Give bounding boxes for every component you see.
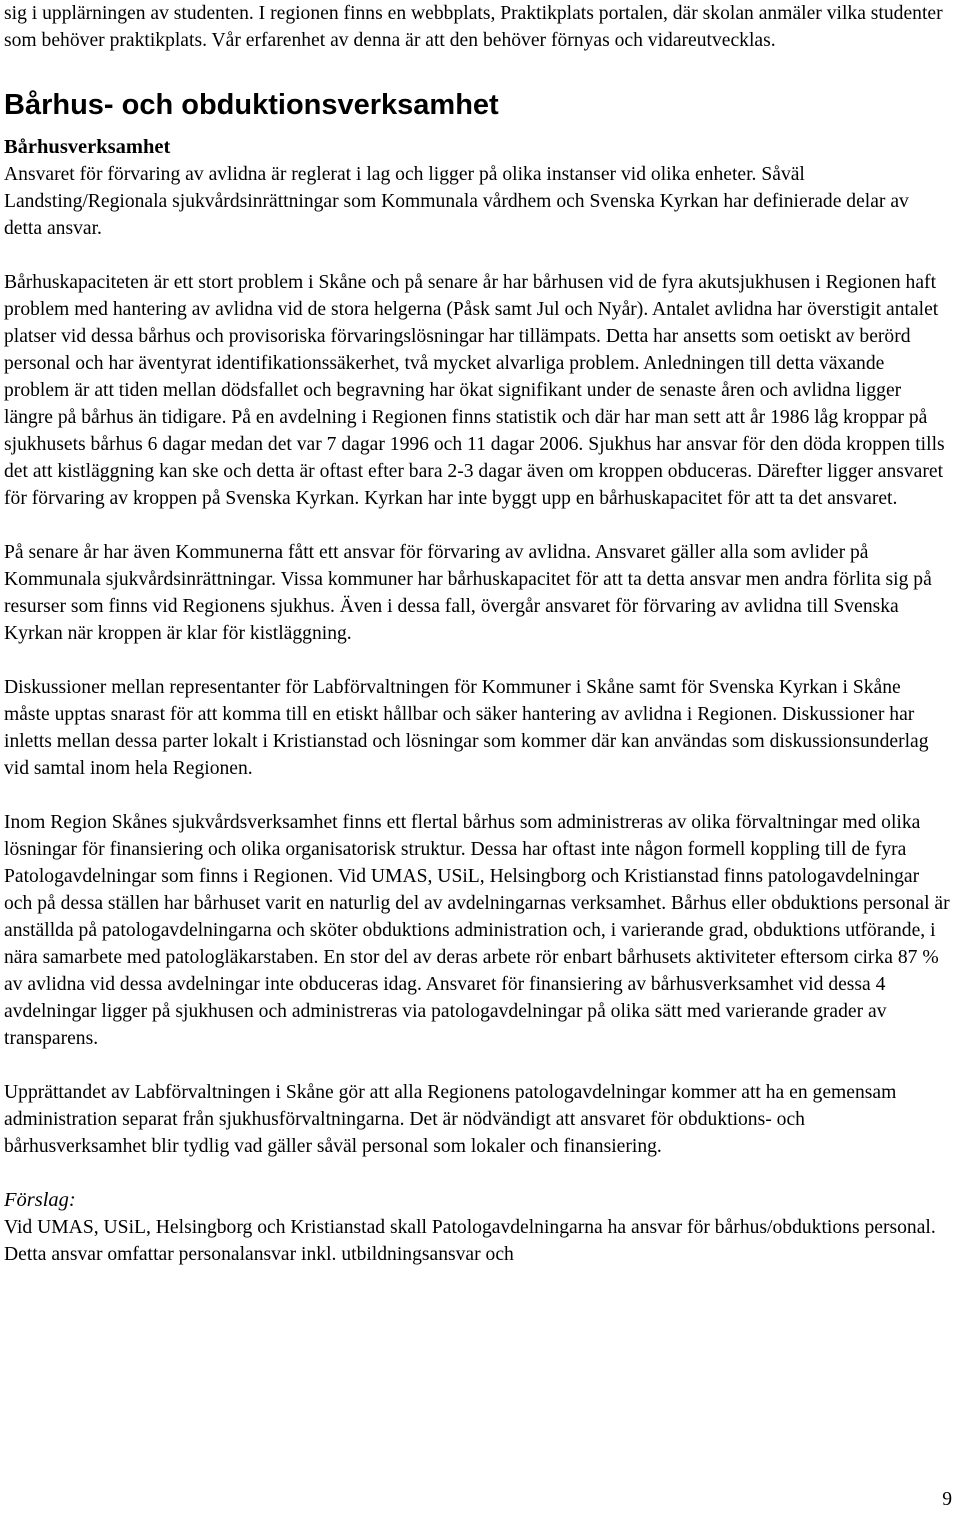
proposal-text: Vid UMAS, USiL, Helsingborg och Kristianstad skall Patologavdelningarna ha ansvar för bårhus/obduktions personal. Detta ansvar omfattar personalansvar inkl. utbildningsansvar och	[4, 1217, 936, 1265]
section-heading: Bårhus- och obduktionsverksamhet	[4, 89, 499, 121]
subsection-heading: Bårhusverksamhet	[4, 136, 171, 158]
document-page	[4, 0, 950, 1268]
page-number: 9	[942, 1489, 952, 1510]
body-paragraph: På senare år har även Kommunerna fått ett ansvar för förvaring av avlidna. Ansvaret gäller alla som avlider på Kommunala sjukvårdsinrättningar. Vissa kommuner har bårhuskapacitet för att ta detta ansvar men andra förlita sig på resurser som finns vid Regionens sjukhus. Även i dessa fall, övergår ansvaret för förvaring av avlidna till Svenska Kyrkan när kroppen är klar för kistläggning.	[4, 542, 932, 644]
body-paragraph: Inom Region Skånes sjukvårdsverksamhet finns ett flertal bårhus som administreras av olika förvaltningar med olika lösningar för finansiering och olika organisatorisk struktur. Dessa har oftast inte någon formell koppling till de fyra Patologavdelningar som finns i Regionen. Vid UMAS, USiL, Helsingborg och Kristianstad finns patologavdelningar och på dessa ställen har bårhuset varit en naturlig del av avdelningarnas verksamhet. Bårhus eller obduktions personal är anställda på patologavdelningarna och sköter obduktions administration och, i varierande grad, obduktions utförande, i nära samarbete med patologläkarstaben. En stor del av deras arbete rör enbart bårhusets aktiviteter eftersom cirka 87 % av avlidna vid dessa avdelningar inte obduceras idag. Ansvaret för finansiering av bårhusverksamhet vid dessa 4 avdelningar ligger på sjukhusen och administreras via patologavdelningar på olika sätt med varierande grader av transparens.	[4, 812, 950, 1049]
body-paragraph: Ansvaret för förvaring av avlidna är reglerat i lag och ligger på olika instanser vid olika enheter. Såväl Landsting/Regionala sjukvårdsinrättningar som Kommunala vårdhem och Svenska Kyrkan har definierade delar av detta ansvar.	[4, 164, 909, 239]
body-paragraph: Diskussioner mellan representanter för Labförvaltningen för Kommuner i Skåne samt för Svenska Kyrkan i Skåne måste upptas snarast för att komma till en etiskt hållbar och säker hantering av avlidna i Regionen. Diskussioner har inletts mellan dessa parter lokalt i Kristianstad och lösningar som kommer där kan användas som diskussionsunderlag vid samtal inom hela Regionen.	[4, 677, 929, 779]
proposal-label: Förslag:	[4, 1189, 76, 1211]
body-paragraph: Upprättandet av Labförvaltningen i Skåne gör att alla Regionens patologavdelningar kommer att ha en gemensam administration separat från sjukhusförvaltningarna. Det är nödvändigt att ansvaret för obduktions- och bårhusverksamhet blir tydlig vad gäller såväl personal som lokaler och finansiering.	[4, 1082, 897, 1157]
body-paragraph: Bårhuskapaciteten är ett stort problem i Skåne och på senare år har bårhusen vid de fyra akutsjukhusen i Regionen haft problem med hantering av avlidna vid de stora helgerna (Påsk samt Jul och Nyår). Antalet avlidna har överstigit antalet platser vid dessa bårhus och provisoriska förvaringslösningar har tillämpats. Detta har ansetts som oetiskt av berörd personal och har äventyrat identifikationssäkerhet, två mycket alvarliga problem. Anledningen till detta växande problem är att tiden mellan dödsfallet och begravning har ökat signifikant under de senaste åren och avlidna ligger längre på bårhus än tidigare. På en avdelning i Regionen finns statistik och där har man sett att år 1986 låg kroppar på sjukhusets bårhus 6 dagar medan det var 7 dagar 1996 och 11 dagar 2006. Sjukhus har ansvar för den döda kroppen tills det att kistläggning kan ske och detta är oftast efter bara 2-3 dagar även om kroppen obduceras. Därefter ligger ansvaret för förvaring av kroppen på Svenska Kyrkan. Kyrkan har inte byggt upp en bårhuskapacitet för att ta det ansvaret.	[4, 272, 945, 509]
intro-paragraph: sig i upplärningen av studenten. I regionen finns en webbplats, Praktikplats portalen, där skolan anmäler vilka studenter som behöver praktikplats. Vår erfarenhet av denna är att den behöver förnyas och vidareutvecklas.	[4, 3, 943, 51]
